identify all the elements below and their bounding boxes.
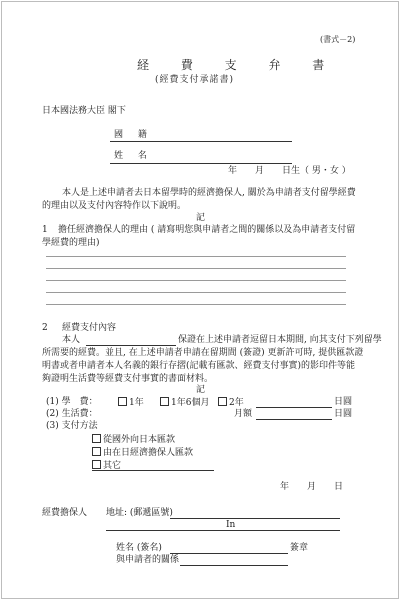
option-half[interactable]: 1年6個月 (160, 397, 209, 409)
tuition-amount-field[interactable] (256, 407, 332, 408)
tuition-label: (1) 學 費： (46, 397, 98, 407)
address-field[interactable] (170, 518, 340, 519)
seal-label: 簽章 (290, 543, 309, 553)
checkbox-icon (118, 397, 127, 406)
section2-line1-suffix: 保證在上述申請者逗留日本期間, 向其支付下列留學 (178, 335, 382, 345)
checkbox-icon (92, 447, 101, 456)
method-3[interactable]: 其它 (92, 460, 121, 472)
reason-line[interactable] (46, 280, 346, 281)
address-field-2[interactable] (106, 530, 340, 531)
sponsor-name-field[interactable] (86, 345, 176, 346)
intro-line-1: 本人是上述申請者去日本留學時的經濟擔保人, 關於為申請者支付留學經費 (62, 188, 356, 198)
relation-field[interactable] (180, 565, 288, 566)
reason-line[interactable] (46, 292, 346, 293)
tel-label: In (226, 520, 236, 530)
reason-line[interactable] (46, 304, 346, 305)
method-3-underline (92, 470, 214, 471)
section2-line3: 明書或者申請者本人名義的銀行存摺(記載有匯款、經費支付事實)的影印件等能 (42, 361, 356, 371)
checkbox-icon (218, 397, 227, 406)
section1-number: 1 (42, 225, 48, 235)
section2-number: 2 (42, 323, 48, 333)
checkbox-icon (92, 434, 101, 443)
monthly-amount-field[interactable] (256, 419, 332, 420)
form-page (1, 1, 399, 599)
intro-line-2: 的理由以及支付內容特作以下說明。 (42, 201, 187, 211)
form-title: 経 費 支 弁 書 (137, 58, 339, 72)
checkbox-icon (160, 397, 169, 406)
signature-label: 姓名 (簽名) (116, 543, 162, 553)
section1-heading-1: 擔任經濟擔保人的理由 ( 請寫明您與申請者之間的關係以及為申請者支付留 (58, 225, 356, 235)
payment-label: (3) 支付方法 (46, 421, 98, 431)
nationality-label: 國 籍 (114, 130, 153, 140)
section2-line1-prefix: 本人 (62, 335, 81, 345)
option-2yr[interactable]: 2年 (218, 397, 244, 409)
form-code: (書式－2) (320, 35, 356, 44)
section1-heading-2: 學經費的理由) (42, 238, 100, 248)
monthly-label: 月額 (234, 409, 253, 419)
ji-marker-1: 記 (196, 213, 206, 223)
name-label: 姓 名 (114, 151, 153, 161)
form-subtitle: (經費支付承諾書) (155, 75, 235, 85)
option-1yr[interactable]: 1年 (118, 397, 144, 409)
name-field[interactable] (110, 163, 292, 164)
relation-label: 與申請者的關係 (116, 555, 180, 565)
sponsor-label: 經費擔保人 (42, 508, 88, 518)
reason-line[interactable] (46, 268, 346, 269)
addressee: 日本國法務大臣 閣下 (42, 106, 126, 116)
yen-2: 日圓 (334, 409, 353, 419)
checkbox-icon (92, 460, 101, 469)
method-2[interactable]: 由在日經濟擔保人匯款 (92, 447, 193, 459)
birth-line: 年 月 日生（ 男・女 ） (228, 166, 351, 176)
ji-marker-2: 記 (196, 385, 206, 395)
section2-line4: 夠證明生活費等經費支付事實的書面材料。 (42, 374, 214, 384)
signature-field[interactable] (170, 553, 288, 554)
nationality-field[interactable] (110, 141, 292, 142)
yen-1: 日圓 (334, 397, 353, 407)
section2-line2: 所需要的經費。並且, 在上述申請者申請在留期間 (簽證) 更新許可時, 提供匯款證 (42, 348, 364, 358)
method-1[interactable]: 從國外向日本匯款 (92, 434, 175, 446)
address-label: 地址: (郵遞區號) (106, 508, 173, 518)
date-line: 年 月 日 (280, 482, 344, 492)
section2-heading: 經費支付內容 (62, 323, 117, 333)
living-label: (2) 生活費： (46, 409, 98, 419)
reason-line[interactable] (46, 256, 346, 257)
